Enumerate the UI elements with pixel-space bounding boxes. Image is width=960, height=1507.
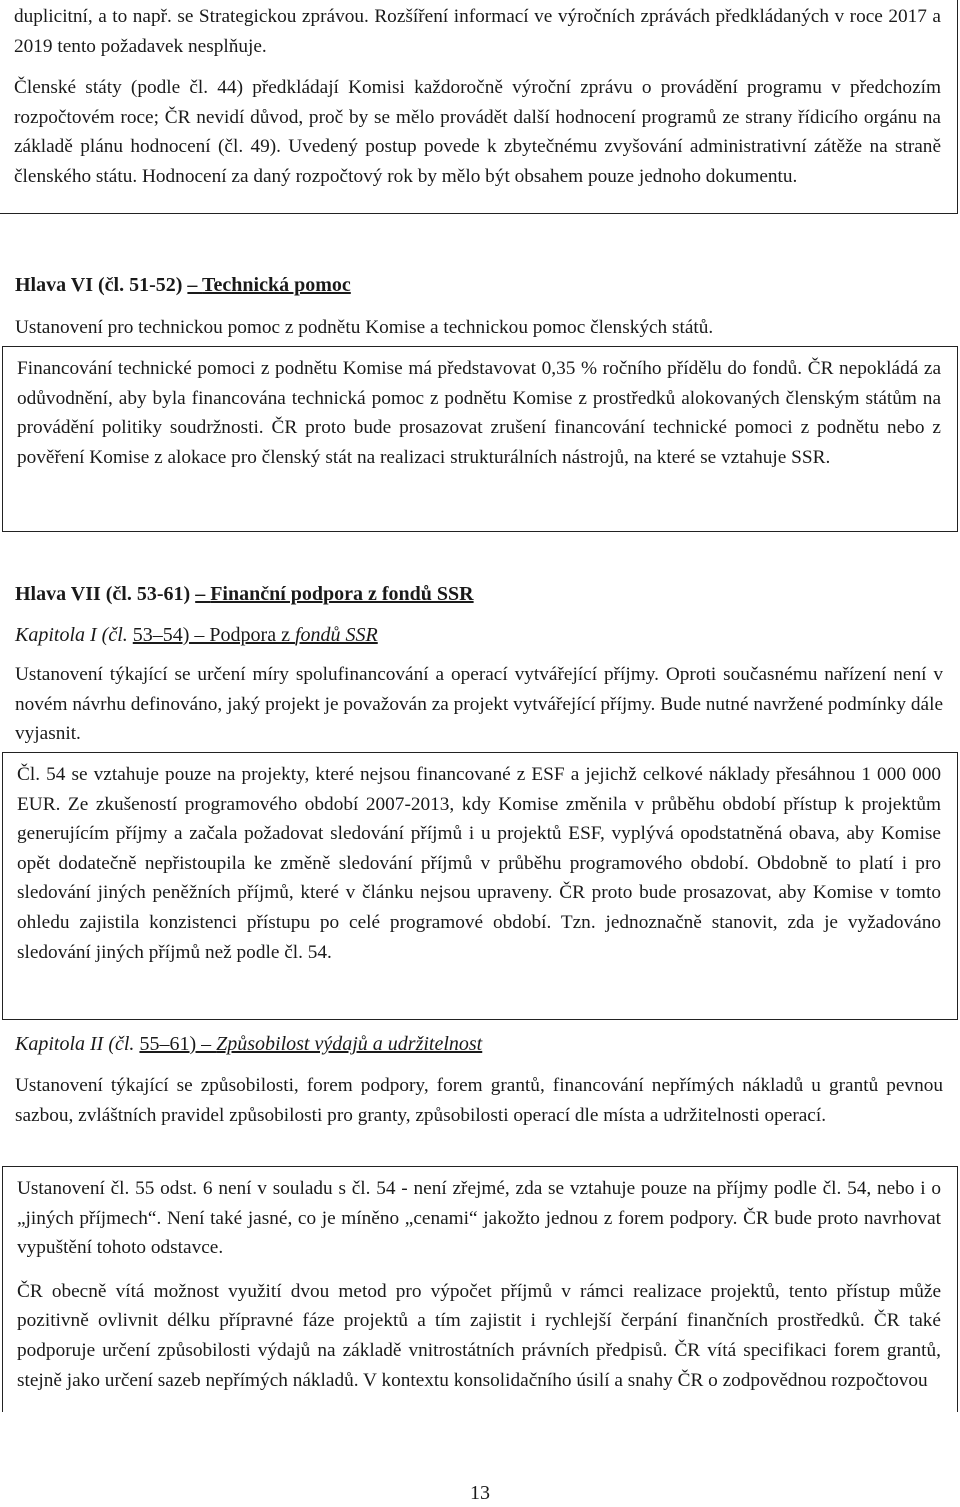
comment-box-technical-assistance bbox=[2, 346, 958, 532]
section-heading-technical-assistance bbox=[15, 271, 351, 299]
chapter-mid: 55–61) – bbox=[139, 1033, 217, 1055]
section-heading-financial-support bbox=[15, 580, 474, 608]
section-dash: – bbox=[195, 583, 211, 605]
chapter-heading-eligibility bbox=[15, 1030, 482, 1058]
paragraph: Financování technické pomoci z podnětu Komise má představovat 0,35 % ročního přídělu do fondů. ČR nepokládá za odůvodnění, aby byla financována technická pomoc z podnětu Komise z prostředků alokovaných členským státům na provádění politiky soudržnosti. ČR proto bude prosazovat zrušení financování technické pomoci z podnětu nebo z pověření Komise z alokace pro členský stát na realizaci strukturálních nástrojů, na které se vztahuje SSR. bbox=[17, 358, 941, 468]
chapter-suffix: Způsobilost výdajů a udržitelnost bbox=[216, 1033, 483, 1055]
paragraph: Čl. 54 se vztahuje pouze na projekty, které nejsou financované z ESF a jejichž celkové náklady přesáhnou 1 000 000 EUR. Ze zkušeností programového období 2007-2013, kdy Komise změnila v průběhu období přístup k projektům generujícím příjmy a začala požadovat sledování příjmů i u projektů ESF, vyplývá opodstatněná obava, aby Komise opět dodatečně nepřistoupila ke změně sledování příjmů v průběhu programového období. Obdobně to platí i pro sledování jiných peněžních příjmů, které v článku nejsou upraveny. ČR proto bude prosazovat, aby Komise v tomto ohledu zajistila konzistenci přístupu po celé programové období. Tzn. jednoznačně stanovit, zda je vyžadováno sledování jiných příjmů než podle čl. 54. bbox=[17, 764, 941, 963]
paragraph: Ustanovení čl. 55 odst. 6 není v souladu s čl. 54 - není zřejmé, zda se vztahuje pouze na příjmy podle čl. 54, nebo i o „jiných příjmech“. Není také jasné, co je míněno „cenami“ jakožto jednou z forem podpory. ČR bude proto navrhovat vypuštění tohoto odstavce. bbox=[17, 1178, 941, 1259]
paragraph: Ustanovení pro technickou pomoc z podnětu Komise a technickou pomoc členských států. bbox=[15, 317, 714, 338]
section-dash: – bbox=[187, 274, 203, 296]
chapter-suffix: fondů SSR bbox=[294, 624, 378, 646]
comment-box-evaluation bbox=[0, 0, 958, 214]
section-title: Finanční podpora z fondů SSR bbox=[210, 583, 474, 605]
comment-box-eligibility bbox=[2, 1166, 958, 1412]
chapter-prefix: Kapitola I (čl. bbox=[15, 624, 133, 646]
page-number: 13 bbox=[470, 1482, 490, 1504]
section-label: Hlava VI (čl. 51-52) bbox=[15, 274, 188, 296]
paragraph: Ustanovení týkající se určení míry spolufinancování a operací vytvářející příjmy. Oproti současnému nařízení není v novém návrhu definováno, jaký projekt je považován za projekt vytvářející příjmy. Bude nutné navržené podmínky dále vyjasnit. bbox=[15, 664, 943, 745]
chapter-mid: 53–54) – Podpora z bbox=[132, 624, 295, 646]
paragraph: ČR obecně vítá možnost využití dvou metod pro výpočet příjmů v rámci realizace projektů, tento přístup může pozitivně ovlivnit délku přípravné fáze projektů a tím zajistit i rychlejší čerpání finančních prostředků. ČR také podporuje určení způsobilosti výdajů na základě vnitrostátních právních předpisů. ČR vítá specifikaci forem grantů, stejně jako určení sazeb nepřímých nákladů. V kontextu konsolidačního úsilí a snahy ČR o zodpovědnou rozpočtovou bbox=[17, 1280, 941, 1391]
paragraph: duplicitní, a to např. se Strategickou zprávou. Rozšíření informací ve výročních zprávách předkládaných v roce 2017 a 2019 tento požadavek nesplňuje. bbox=[14, 6, 941, 57]
comment-box-revenue bbox=[2, 752, 958, 1020]
section-label: Hlava VII (čl. 53-61) bbox=[15, 583, 196, 605]
paragraph: Ustanovení týkající se způsobilosti, forem podpory, forem grantů, financování nepřímých nákladů u grantů pevnou sazbou, zvláštních pravidel způsobilosti pro granty, způsobilosti operací dle místa a udržitelnosti operací. bbox=[15, 1075, 943, 1126]
chapter-heading-support bbox=[15, 621, 378, 649]
paragraph: Členské státy (podle čl. 44) předkládají Komisi každoročně výroční zprávu o provádění programu v předchozím rozpočtovém roce; ČR nevidí důvod, proč by se mělo provádět další hodnocení programů ze strany řídicího orgánu na základě plánu hodnocení (čl. 49). Uvedený postup povede k zbytečnému zvyšování administrativní zátěže na straně členského státu. Hodnocení za daný rozpočtový rok by mělo být obsahem pouze jednoho dokumentu. bbox=[14, 77, 941, 187]
chapter-prefix: Kapitola II (čl. bbox=[15, 1033, 140, 1055]
section-title: Technická pomoc bbox=[202, 274, 351, 296]
